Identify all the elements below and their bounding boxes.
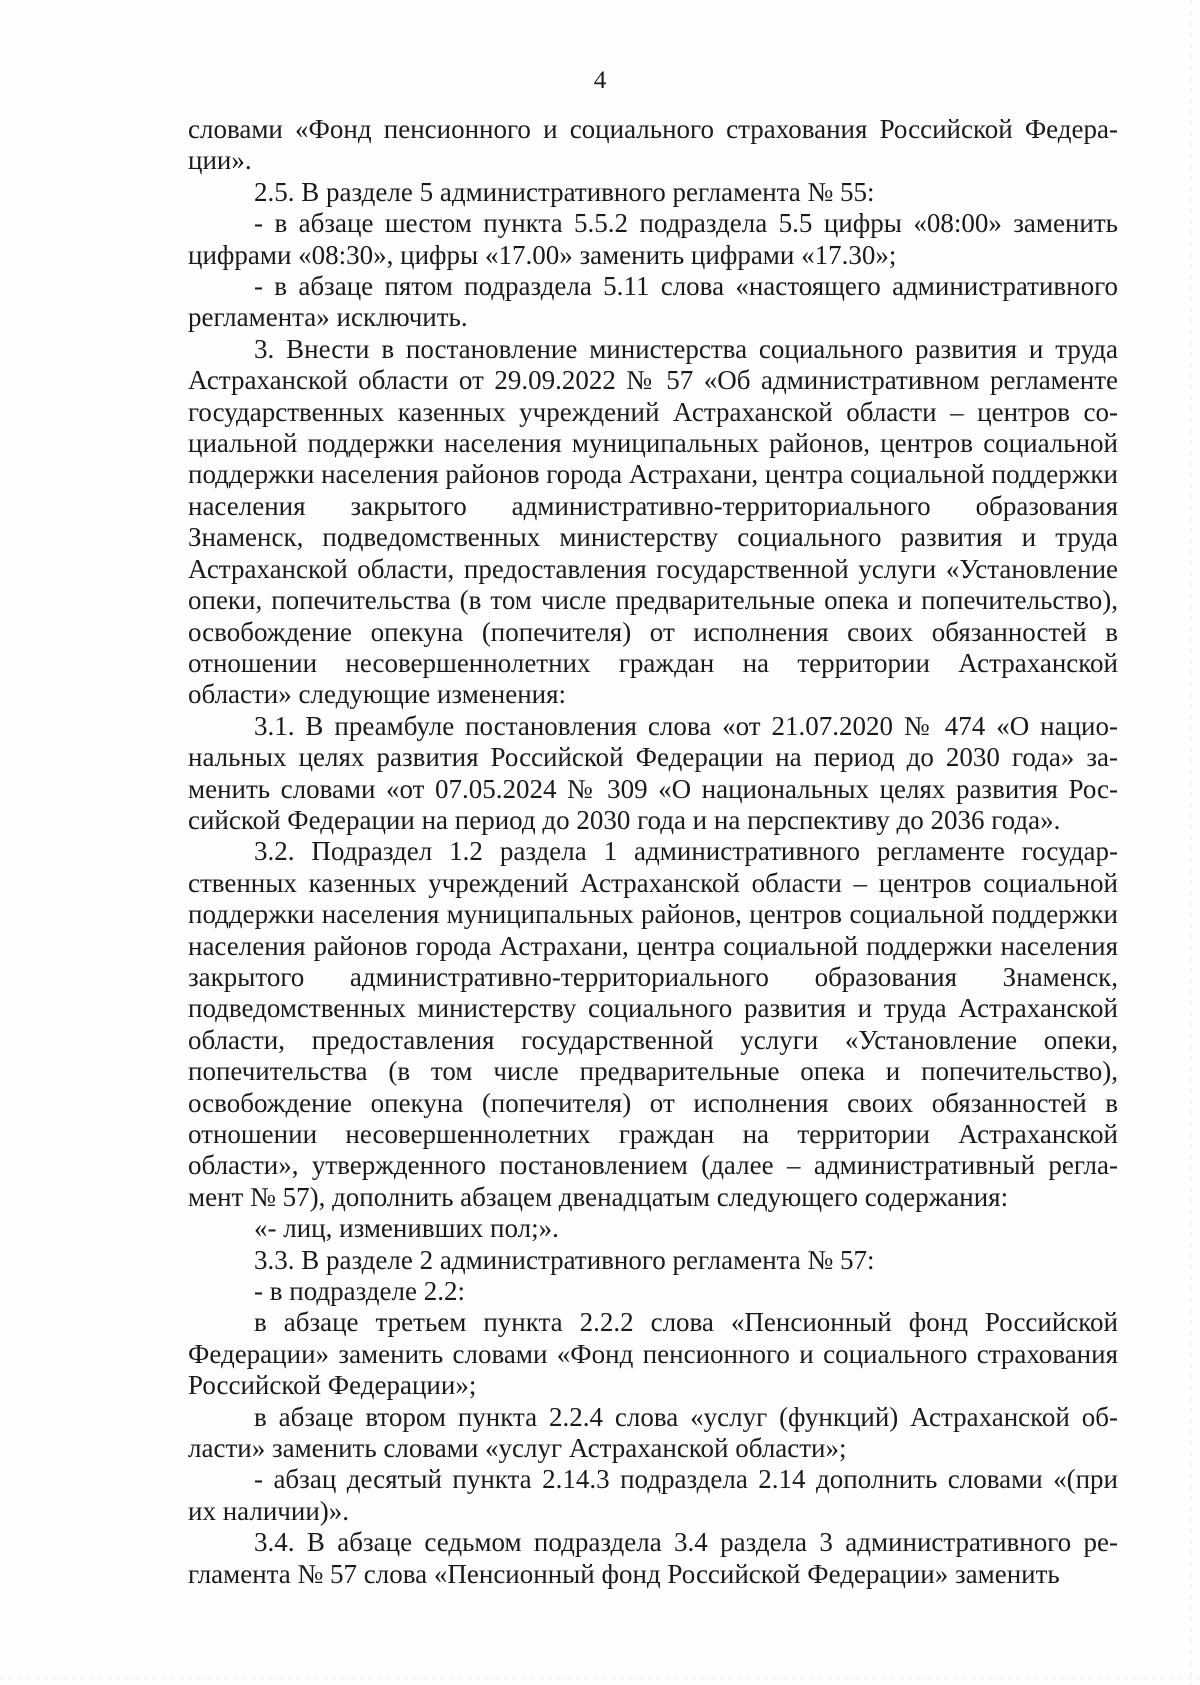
paragraph: - в абзаце пятом подраздела 5.11 слова «настоящего административного регламента» исключить. [188, 271, 1118, 333]
paragraph: 3.1. В преамбуле постановления слова «от 21.07.2020 № 474 «О национальных целях развития Российской Федерации на период до 2030 года» заменить словами «от 07.05.2024 № 309 «О национальных целях развития Российской Федерации на период до 2030 года и на перспективу до 2036 года». [188, 710, 1118, 835]
paragraph: - в абзаце шестом пункта 5.5.2 подраздела 5.5 цифры «08:00» заменить цифрами «08:30», цифры «17.00» заменить цифрами «17.30»; [188, 208, 1118, 270]
paragraph: 3. Внести в постановление министерства социального развития и труда Астраханской области от 29.09.2022 № 57 «Об административном регламенте государственных казенных учреждений Астраханской области – центров социальной поддержки населения муниципальных районов, центров социальной поддержки населения районов города Астрахани, центра социальной поддержки населения закрытого административно-территориального образования Знаменск, подведомственных министерству социального развития и труда Астраханской области, предоставления государственной услуги «Установление опеки, попечительства (в том числе предварительные опека и попечительство), освобождение опекуна (попечителя) от исполнения своих обязанностей в отношении несовершеннолетних граждан на территории Астраханской области» следующие изменения: [188, 333, 1118, 710]
paragraph: словами «Фонд пенсионного и социального страхования Российской Федерации». [188, 114, 1118, 176]
paragraph: 3.4. В абзаце седьмом подраздела 3.4 раздела 3 административного регламента № 57 слова «Пенсионный фонд Российской Федерации» заменить [188, 1527, 1118, 1589]
paragraph: в абзаце втором пункта 2.2.4 слова «услуг (функций) Астраханской области» заменить словами «услуг Астраханской области»; [188, 1401, 1118, 1464]
scan-edge-artifact [1190, 0, 1192, 1685]
paragraph: - абзац десятый пункта 2.14.3 подраздела 2.14 дополнить словами «(при их наличии)». [188, 1464, 1118, 1526]
paragraph: 2.5. В разделе 5 административного регламента № 55: [254, 176, 875, 207]
page-number: 4 [593, 67, 607, 94]
paragraph: «- лиц, изменивших пол;». [254, 1213, 559, 1244]
paragraph: - в подразделе 2.2: [254, 1276, 465, 1307]
paragraph: в абзаце третьем пункта 2.2.2 слова «Пенсионный фонд Российской Федерации» заменить словами «Фонд пенсионного и социального страхования Российской Федерации»; [188, 1307, 1118, 1401]
scan-bottom-artifact [0, 1678, 1200, 1679]
paragraph: 3.3. В разделе 2 административного регламента № 57: [254, 1244, 875, 1275]
paragraph: 3.2. Подраздел 1.2 раздела 1 административного регламенте государственных казенных учреждений Астраханской области – центров социальной поддержки населения муниципальных районов, центров социальной поддержки населения районов города Астрахани, центра социальной поддержки населения закрытого административно-территориального образования Знаменск, подведомственных министерству социального развития и труда Астраханской области, предоставления государственной услуги «Установление опеки, попечительства (в том числе предварительные опека и попечительство), освобождение опекуна (попечителя) от исполнения своих обязанностей в отношении несовершеннолетних граждан на территории Астраханской области», утвержденного постановлением (далее – административный регламент № 57), дополнить абзацем двенадцатым следующего содержания: [188, 836, 1118, 1212]
document-body [188, 114, 1118, 1590]
